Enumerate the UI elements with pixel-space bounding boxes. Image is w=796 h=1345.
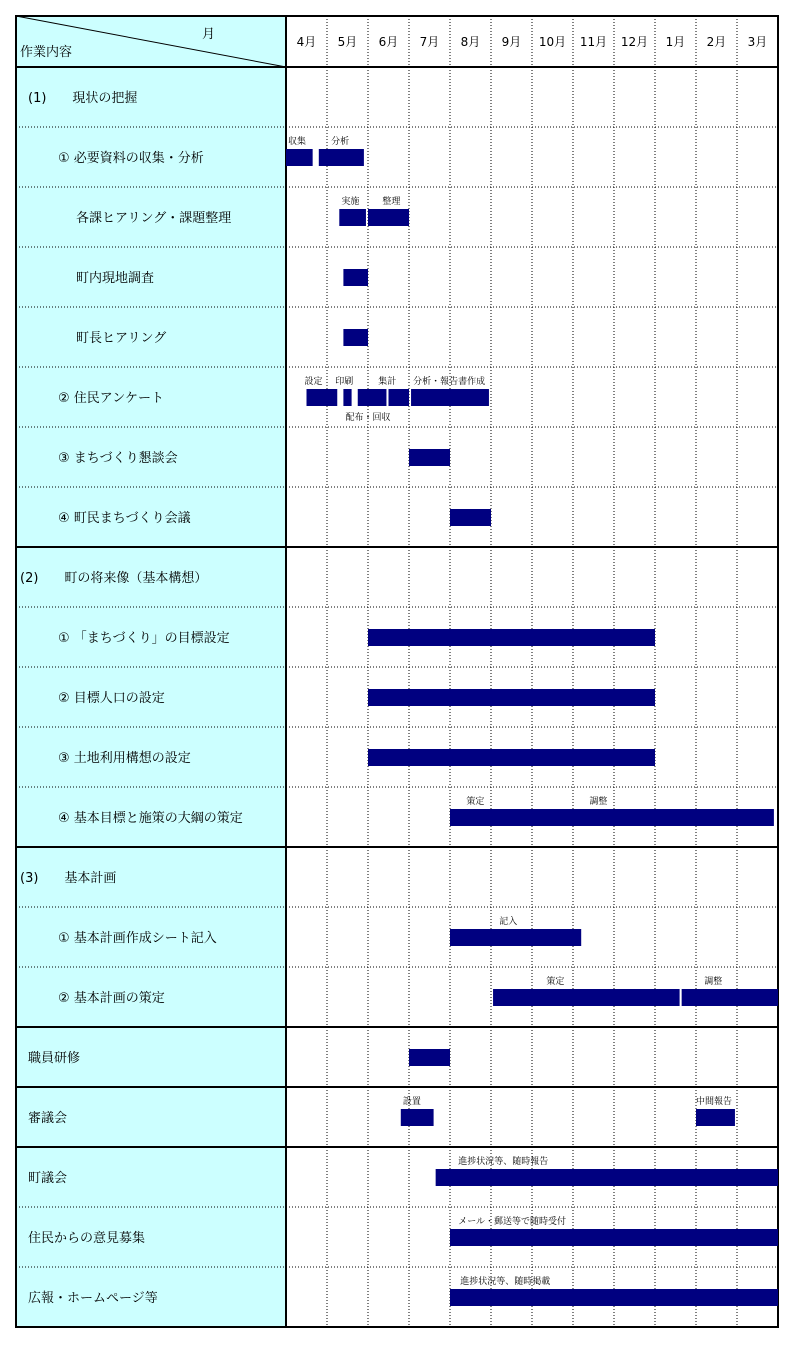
schedule-bar bbox=[286, 149, 313, 166]
schedule-bar bbox=[307, 389, 338, 406]
task-label: 町内現地調査 bbox=[76, 271, 155, 286]
bar-annotation: 収集 bbox=[288, 137, 307, 147]
bar-annotation: 調整 bbox=[704, 977, 723, 987]
bar-annotation: 設置 bbox=[402, 1097, 421, 1107]
bar-annotation: 分析 bbox=[331, 137, 350, 147]
bar-annotation: 中間報告 bbox=[696, 1097, 733, 1107]
task-label: 職員研修 bbox=[28, 1051, 81, 1066]
task-label: 住民からの意見募集 bbox=[28, 1231, 146, 1246]
schedule-bar bbox=[368, 209, 409, 226]
schedule-bar bbox=[409, 1049, 450, 1066]
month-header-1: 4月 bbox=[296, 35, 317, 49]
month-header-6: 9月 bbox=[501, 35, 522, 49]
task-label: ④ 町民まちづくり会議 bbox=[58, 511, 191, 526]
task-label: 町議会 bbox=[28, 1171, 68, 1186]
bar-annotation: 調整 bbox=[589, 797, 608, 807]
bar-annotation: 策定 bbox=[546, 977, 565, 987]
task-label: ③ 土地利用構想の設定 bbox=[58, 751, 191, 766]
month-header-2: 5月 bbox=[337, 35, 358, 49]
schedule-bar bbox=[409, 449, 450, 466]
schedule-bar bbox=[389, 389, 410, 406]
month-header-9: 12月 bbox=[620, 35, 649, 49]
task-label: ② 住民アンケート bbox=[58, 391, 165, 406]
task-label: ④ 基本目標と施策の大綱の策定 bbox=[58, 811, 243, 826]
header-task-label: 作業内容 bbox=[20, 45, 73, 60]
bar-annotation: 整理 bbox=[382, 197, 401, 207]
schedule-bar bbox=[358, 389, 387, 406]
task-label: ② 基本計画の策定 bbox=[58, 991, 165, 1006]
schedule-bar bbox=[343, 329, 368, 346]
schedule-bar bbox=[450, 1289, 778, 1306]
month-header-7: 10月 bbox=[538, 35, 567, 49]
task-label: ② 目標人口の設定 bbox=[58, 691, 165, 706]
bar-annotation: 集計 bbox=[378, 377, 397, 387]
schedule-bar bbox=[411, 389, 489, 406]
month-header-4: 7月 bbox=[419, 35, 440, 49]
bar-annotation: 印刷 bbox=[335, 377, 354, 387]
month-header-3: 6月 bbox=[378, 35, 399, 49]
schedule-bar bbox=[343, 389, 351, 406]
task-label: ① 基本計画作成シート記入 bbox=[58, 931, 217, 946]
schedule-bar bbox=[343, 269, 368, 286]
schedule-bar bbox=[450, 929, 581, 946]
task-label: ① 「まちづくり」の目標設定 bbox=[58, 631, 230, 646]
schedule-bar bbox=[436, 1169, 778, 1186]
month-header-8: 11月 bbox=[579, 35, 608, 49]
annotation-layer bbox=[288, 135, 732, 1287]
schedule-bar bbox=[450, 509, 491, 526]
schedule-bar bbox=[493, 989, 680, 1006]
bar-annotation: 実施 bbox=[341, 197, 360, 207]
schedule-bar bbox=[682, 989, 778, 1006]
task-label: 審議会 bbox=[28, 1111, 68, 1126]
task-label: 町長ヒアリング bbox=[76, 331, 167, 346]
schedule-bar bbox=[450, 809, 774, 826]
task-label: 広報・ホームページ等 bbox=[28, 1291, 158, 1306]
schedule-bar bbox=[696, 1109, 735, 1126]
month-header-10: 1月 bbox=[665, 35, 686, 49]
schedule-bar bbox=[401, 1109, 434, 1126]
schedule-bar bbox=[368, 749, 655, 766]
schedule-bar bbox=[368, 629, 655, 646]
task-label: (2) 町の将来像（基本構想） bbox=[20, 571, 208, 586]
bar-annotation: 分析・報告書作成 bbox=[413, 377, 486, 387]
month-header-5: 8月 bbox=[460, 35, 481, 49]
header-month-label: 月 bbox=[202, 27, 216, 42]
bar-annotation: 進捗状況等、随時掲載 bbox=[460, 1277, 551, 1287]
bar-annotation: 進捗状況等、随時報告 bbox=[458, 1157, 549, 1167]
schedule-bar bbox=[368, 689, 655, 706]
schedule-bar bbox=[339, 209, 366, 226]
bar-annotation: 策定 bbox=[466, 797, 485, 807]
month-header-12: 3月 bbox=[747, 35, 768, 49]
task-label: ③ まちづくり懇談会 bbox=[58, 451, 178, 466]
bar-annotation: 設定 bbox=[304, 377, 323, 387]
bar-annotation: 配布・回収 bbox=[345, 413, 391, 423]
bar-annotation: 記入 bbox=[499, 917, 518, 927]
task-label: 各課ヒアリング・課題整理 bbox=[76, 211, 232, 226]
schedule-bar bbox=[319, 149, 364, 166]
task-label: (3) 基本計画 bbox=[20, 871, 117, 886]
month-header-11: 2月 bbox=[706, 35, 727, 49]
schedule-bar bbox=[450, 1229, 778, 1246]
bar-annotation: メール・郵送等で随時受付 bbox=[458, 1217, 567, 1227]
task-label: ① 必要資料の収集・分析 bbox=[58, 151, 204, 166]
task-label: (1) 現状の把握 bbox=[28, 91, 138, 106]
